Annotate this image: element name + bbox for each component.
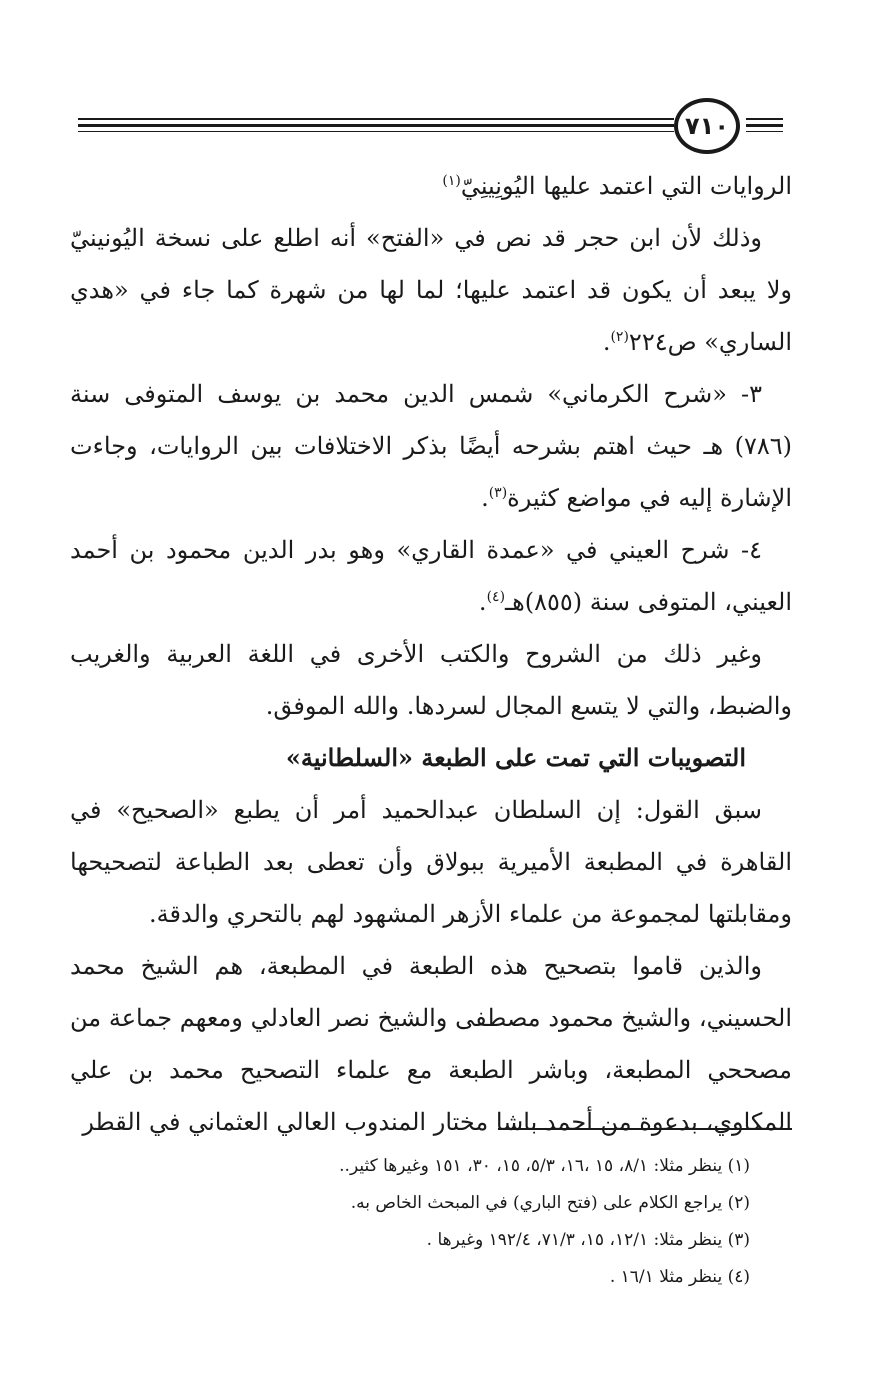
paragraph-text: وذلك لأن ابن حجر قد نص في «الفتح» أنه اطلع على نسخة اليُونينيّ ولا يبعد أن يكون قد اعتمد عليها؛ لما لها من شهرة كما جاء في «هدي الساري» ص٢٢٤ (70, 224, 792, 356)
footnote-ref: (١) (442, 173, 461, 189)
header-rule (78, 124, 674, 127)
paragraph-end: . (481, 484, 489, 512)
footnote: (٤) ينظر مثلا ١٦/١ . (609, 1267, 750, 1287)
paragraph-text: والذين قاموا بتصحيح هذه الطبعة في المطبعة، هم الشيخ محمد الحسيني، والشيخ محمود مصطفى والشيخ نصر العادلي ومعهم جماعة من مصححي المطبعة، وباشر الطبعة مع علماء التصحيح محمد بن علي المكاوي، بدعوة من أحمد باشا مختار المندوب العالي العثماني في القطر (70, 952, 792, 1136)
paragraph (70, 784, 792, 940)
header-rule (746, 124, 783, 127)
section-heading: التصويبات التي تمت على الطبعة «السلطانية» (285, 743, 746, 772)
paragraph-text: الروايات التي اعتمد عليها اليُونِينِيّ (460, 172, 792, 200)
page-number-badge (674, 98, 740, 154)
paragraph-end: . (478, 588, 487, 616)
footnote-separator (498, 1128, 792, 1130)
paragraph-text: ٣- «شرح الكرماني» شمس الدين محمد بن يوسف المتوفى سنة (٧٨٦) هـ حيث اهتم بشرحه أيضًا بذكر الاختلافات بين الروايات، وجاءت الإشارة إليه في مواضع كثيرة (70, 380, 792, 512)
paragraph (70, 160, 792, 212)
paragraph (70, 368, 792, 524)
page-header (78, 94, 783, 154)
main-text (70, 160, 792, 1148)
header-rule (78, 131, 674, 132)
page-number: ٧١٠ (685, 112, 729, 140)
footnotes (120, 1148, 750, 1296)
paragraph (70, 628, 792, 732)
paragraph (70, 940, 792, 1148)
footnote: (١) ينظر مثلا: ٨/١، ١٥ ،١٦، ٥/٣، ١٥، ٣٠، ١٥١ وغيرها كثير.. (339, 1156, 750, 1176)
header-rule (78, 118, 674, 120)
footnote-ref: (٢) (610, 329, 629, 345)
paragraph-text: سبق القول: إن السلطان عبدالحميد أمر أن يطبع «الصحيح» في القاهرة في المطبعة الأميرية ببولاق وأن تعطى بعد الطباعة لتصحيحها ومقابلتها لمجموعة من علماء الأزهر المشهود لهم بالتحري والدقة. (70, 796, 792, 928)
footnote-ref: (٣) (488, 485, 508, 501)
footnote: (٣) ينظر مثلا: ١٢/١، ١٥، ٧١/٣، ١٩٢/٤ وغيرها . (426, 1230, 750, 1250)
header-rule (746, 118, 783, 120)
paragraph-text: وغير ذلك من الشروح والكتب الأخرى في اللغة العربية والغريب والضبط، والتي لا يتسع المجال لسردها. والله الموفق. (70, 640, 792, 720)
footnote-ref: (٤) (486, 589, 506, 605)
paragraph-end: . (602, 328, 611, 356)
paragraph (70, 524, 792, 628)
paragraph-text: ٤- شرح العيني في «عمدة القاري» وهو بدر الدين محمود بن أحمد العيني، المتوفى سنة (٨٥٥)هـ (70, 536, 792, 616)
paragraph (70, 212, 792, 368)
footnote: (٢) يراجع الكلام على (فتح الباري) في المبحث الخاص به. (350, 1193, 750, 1213)
header-rule (746, 131, 783, 132)
